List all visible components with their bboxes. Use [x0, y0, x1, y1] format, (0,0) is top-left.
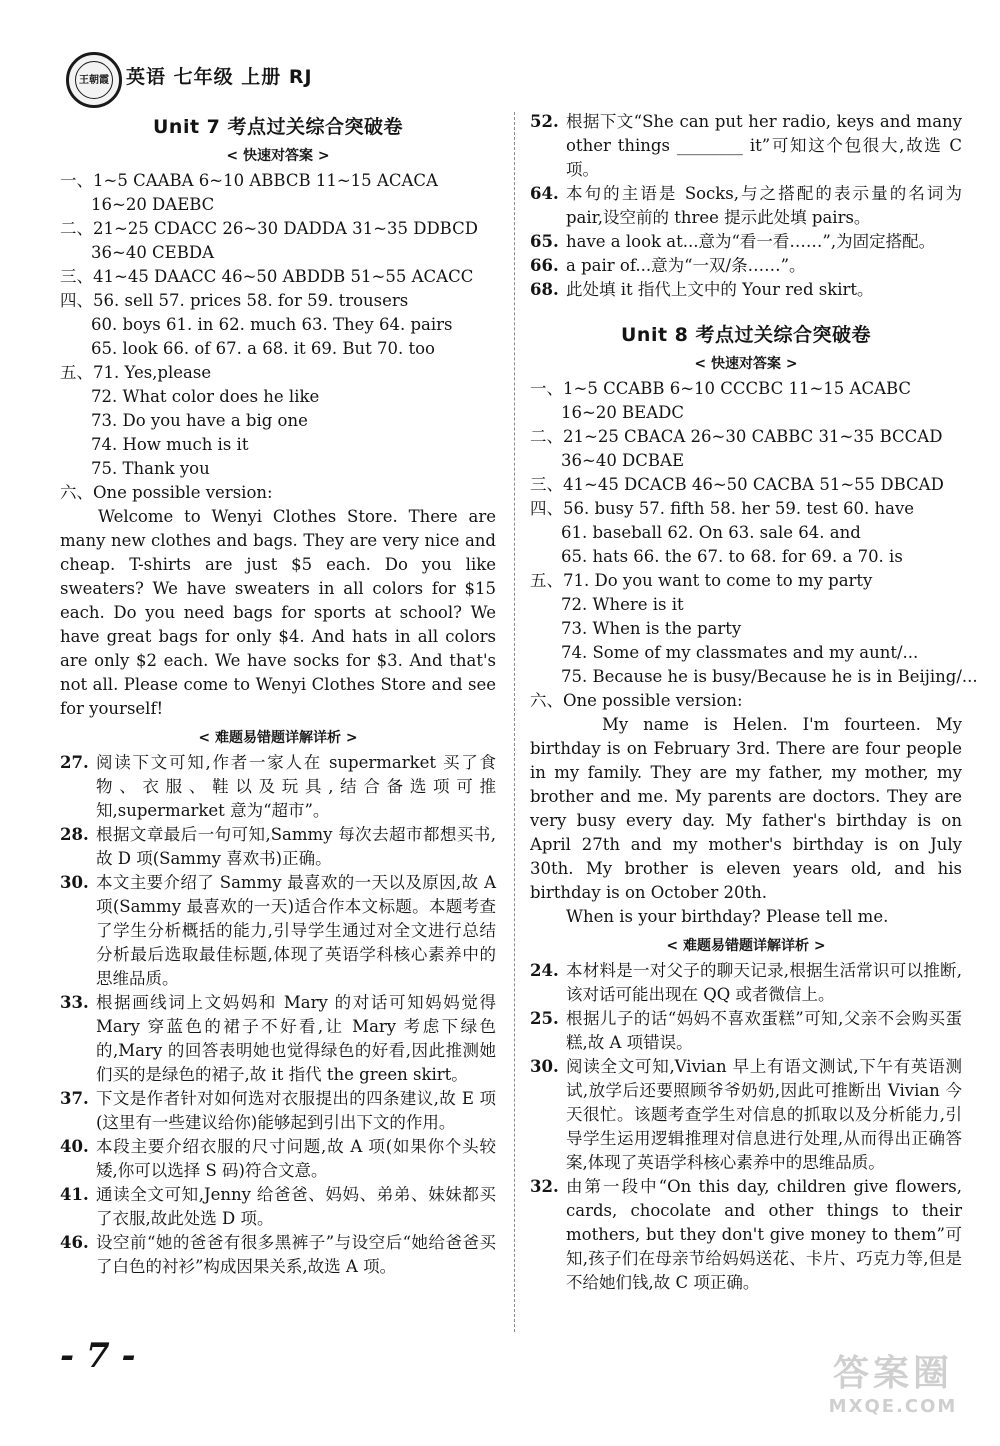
unit7-title: Unit 7 考点过关综合突破卷 [152, 116, 403, 138]
explanation-number: 28. [60, 825, 89, 844]
answer-line: 五、71. Do you want to come to my party [530, 571, 873, 590]
answer-line: 73. Do you have a big one [91, 411, 308, 430]
answer-line: 五、71. Yes,please [60, 363, 212, 382]
explanation-number: 64. [530, 184, 559, 203]
explanation-number: 41. [60, 1185, 89, 1204]
explanation-item [530, 1175, 962, 1295]
explanation-number: 68. [530, 280, 559, 299]
explanation-number: 46. [60, 1233, 89, 1252]
explanation-item [60, 1231, 496, 1279]
answer-line: 二、21~25 CBACA 26~30 CABBC 31~35 BCCAD [530, 427, 943, 446]
explanation-text: 设空前“她的爸爸有很多黑裤子”与设空后“她给爸爸买了白色的衬衫”构成因果关系,故选 A 项。 [96, 1233, 496, 1276]
page-number: - 7 - [60, 1336, 136, 1376]
essay-heading: 六、One possible version: [530, 691, 743, 710]
explanation-text: 下文是作者针对如何选对衣服提出的四条建议,故 E 项(这里有一些建议给你)能够起到引出下文的作用。 [96, 1089, 496, 1132]
explanation-text: 根据文章最后一句可知,Sammy 每次去超市都想买书,故 D 项(Sammy 喜欢书)正确。 [96, 825, 496, 868]
answer-line: 四、56. sell 57. prices 58. for 59. trousers [60, 291, 409, 310]
explanation-item [530, 230, 962, 254]
explanation-number: 66. [530, 256, 559, 275]
explanation-text: 阅读下文可知,作者一家人在 supermarket 买了食物、衣服、鞋以及玩具,结合备选项可推知,supermarket 意为“超市”。 [96, 753, 496, 820]
answer-line: 72. What color does he like [91, 387, 320, 406]
watermark-bottom-text: MXQE.COM [828, 1396, 958, 1417]
explanation-text: 此处填 it 指代上文中的 Your red skirt。 [566, 280, 874, 299]
column-divider [514, 112, 515, 1332]
explanation-number: 32. [530, 1177, 559, 1196]
answer-line: 75. Because he is busy/Because he is in Beijing/... [561, 667, 978, 686]
answer-line: 一、1~5 CCABB 6~10 CCCBC 11~15 ACABC [530, 379, 912, 398]
answer-line: 三、41~45 DAACC 46~50 ABDDB 51~55 ACACC [60, 267, 474, 286]
logo-text: 王朝霞 [75, 61, 113, 99]
explanation-item [60, 1183, 496, 1231]
explanation-item [530, 110, 962, 182]
explanation-text: 通读全文可知,Jenny 给爸爸、妈妈、弟弟、妹妹都买了衣服,故此处选 D 项。 [96, 1185, 496, 1228]
explanation-item [60, 991, 496, 1087]
answer-line: 一、1~5 CAABA 6~10 ABBCB 11~15 ACACA [60, 171, 438, 190]
answer-line: 36~40 DCBAE [561, 451, 685, 470]
answer-line: 73. When is the party [561, 619, 742, 638]
explanation-item [530, 278, 962, 302]
answer-line: 16~20 DAEBC [91, 195, 215, 214]
explanation-item [60, 823, 496, 871]
answer-line: 二、21~25 CDACC 26~30 DADDA 31~35 DDBCD [60, 219, 478, 238]
answer-line: 16~20 BEADC [561, 403, 685, 422]
explanation-text: 本段主要介绍衣服的尺寸问题,故 A 项(如果你个头较矮,你可以选择 S 码)符合文意。 [96, 1137, 496, 1180]
explanation-number: 40. [60, 1137, 89, 1156]
sample-essay: My name is Helen. I'm fourteen. My birthday is on February 3rd. There are four people in my family. They are my father, my mother, my brother and me. My parents are doctors. They are very busy every day. My father's birthday is on April 27th and my mother's birthday is on July 30th. My brother is eleven years old, and his birthday is on October 20th. [530, 715, 962, 902]
explanation-text: 本文主要介绍了 Sammy 最喜欢的一天以及原因,故 A 项(Sammy 最喜欢的一天)适合作本文标题。本题考查了学生分析概括的能力,引导学生通过对全文进行总结分析最后选取最佳标题,体现了英语学科核心素养中的思维品质。 [96, 873, 496, 988]
page-header [58, 50, 618, 106]
explanation-item [60, 1087, 496, 1135]
explanation-text: a pair of...意为“一双/条……”。 [566, 256, 806, 275]
right-column [530, 110, 978, 1295]
explanation-number: 24. [530, 961, 559, 980]
answer-line: 65. hats 66. the 67. to 68. for 69. a 70. is [561, 547, 903, 566]
answer-line: 74. How much is it [91, 435, 249, 454]
watermark-top-text: 答案圈 [832, 1353, 953, 1394]
explanation-number: 37. [60, 1089, 89, 1108]
answer-line: 72. Where is it [561, 595, 684, 614]
answer-line: 65. look 66. of 67. a 68. it 69. But 70. too [91, 339, 435, 358]
answer-line: 三、41~45 DCACB 46~50 CACBA 51~55 DBCAD [530, 475, 944, 494]
explanation-item [530, 959, 962, 1007]
explanation-text: 本句的主语是 Socks,与之搭配的表示量的名词为 pair,设空前的 three 提示此处填 pairs。 [566, 184, 962, 227]
explanation-number: 30. [60, 873, 89, 892]
explanation-text: have a look at...意为“看一看……”,为固定搭配。 [566, 232, 936, 251]
sample-essay: Welcome to Wenyi Clothes Store. There are many new clothes and bags. They are very nice and cheap. T-shirts are just $5 each. Do you like sweaters? We have sweaters in all colors for $15 each. Do you need bags for sports at school? We have great bags for only $4. And hats in all colors are only $2 each. We have socks for $3. And that's not all. Please come to Wenyi Clothes Store and see for yourself! [60, 507, 496, 718]
explanation-text: 由第一段中“On this day, children give flowers, cards, chocolate and other things to their mothers, but they don't give money to them”可知,孩子们在母亲节给妈妈送花、卡片、巧克力等,但是不给她们钱,故 C 项正确。 [566, 1177, 962, 1292]
explanation-number: 52. [530, 112, 559, 131]
explanation-text: 本材料是一对父子的聊天记录,根据生活常识可以推断,该对话可能出现在 QQ 或者微信上。 [566, 961, 962, 1004]
book-title: 英语 七年级 上册 RJ [126, 66, 313, 88]
unit8-hard-questions-title: < 难题易错题详解详析 > [666, 938, 826, 954]
unit7-quick-answers-title: < 快速对答案 > [226, 148, 330, 164]
explanation-number: 33. [60, 993, 89, 1012]
watermark [808, 1352, 978, 1432]
page-number-value: 7 [85, 1336, 110, 1376]
explanation-item [60, 871, 496, 991]
explanation-number: 27. [60, 753, 89, 772]
explanation-text: 根据下文“She can put her radio, keys and many other things ________ it”可知这个包很大,故选 C 项。 [566, 112, 962, 179]
explanation-item [530, 1007, 962, 1055]
explanation-item [60, 1135, 496, 1183]
explanation-text: 阅读全文可知,Vivian 早上有语文测试,下午有英语测试,放学后还要照顾爷爷奶奶,因此可推断出 Vivian 今天很忙。该题考查学生对信息的抓取以及分析能力,引导学生运用逻辑推理对信息进行处理,从而得出正确答案,体现了英语学科核心素养中的思维品质。 [566, 1057, 962, 1172]
answer-line: 60. boys 61. in 62. much 63. They 64. pairs [91, 315, 453, 334]
explanation-number: 30. [530, 1057, 559, 1076]
explanation-text: 根据儿子的话“妈妈不喜欢蛋糕”可知,父亲不会购买蛋糕,故 A 项错误。 [566, 1009, 962, 1052]
explanation-item [530, 182, 962, 230]
answer-line: 61. baseball 62. On 63. sale 64. and [561, 523, 861, 542]
explanation-text: 根据画线词上文妈妈和 Mary 的对话可知妈妈觉得 Mary 穿蓝色的裙子不好看,让 Mary 考虑下绿色的,Mary 的回答表明她也觉得绿色的好看,因此推测她们买的是绿色的裙子,故 it 指代 the green skirt。 [96, 993, 496, 1084]
explanation-number: 65. [530, 232, 559, 251]
answer-line: 75. Thank you [91, 459, 210, 478]
answer-line: 四、56. busy 57. fifth 58. her 59. test 60. have [530, 499, 915, 518]
unit8-quick-answers-title: < 快速对答案 > [694, 356, 798, 372]
left-column [60, 110, 496, 1279]
publisher-logo [66, 52, 122, 108]
explanation-item [530, 254, 962, 278]
unit7-hard-questions-title: < 难题易错题详解详析 > [198, 730, 358, 746]
essay-heading: 六、One possible version: [60, 483, 273, 502]
explanation-item [530, 1055, 962, 1175]
unit8-title: Unit 8 考点过关综合突破卷 [620, 324, 871, 346]
explanation-item [60, 751, 496, 823]
answer-line: 74. Some of my classmates and my aunt/... [561, 643, 919, 662]
answer-line: 36~40 CEBDA [91, 243, 215, 262]
explanation-number: 25. [530, 1009, 559, 1028]
sample-essay-closing: When is your birthday? Please tell me. [566, 907, 889, 926]
